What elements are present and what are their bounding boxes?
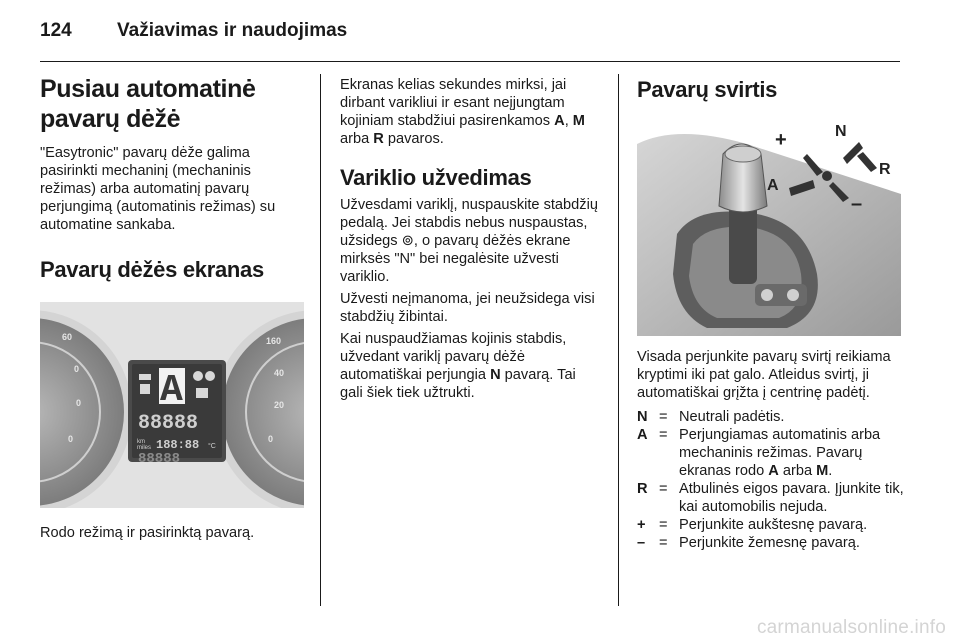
column-3 (637, 62, 905, 552)
lever-position-definitions (637, 408, 905, 552)
lever-label-n: N (835, 123, 847, 140)
trip-digits: 88888 (138, 451, 181, 467)
section-heading: Pusiau automatinė pavarų dėžė (40, 75, 256, 133)
neutral-engage-paragraph: Kai nuspaudžiamas kojinis stabdis, užvedant variklį pavarų dėžė automatiškai perjungia N pavarą. Tai gali šiek tiek užtrukti. (340, 331, 576, 401)
definition-row: N = Neutrali padėtis. (637, 409, 785, 425)
selector-lever-figure (637, 114, 901, 336)
gear-indicator-letter: A (160, 369, 183, 412)
svg-text:0: 0 (68, 434, 74, 444)
brake-warning-icon: ⊚ (401, 233, 414, 249)
subsection-heading-engine-start: Variklio užvedimas (340, 165, 532, 190)
chapter-title: Važiavimas ir naudojimas (117, 20, 348, 41)
watermark: carmanualsonline.info (756, 617, 946, 638)
lever-label-a: A (767, 177, 779, 194)
lever-label-plus: + (775, 129, 787, 151)
svg-text:60: 60 (62, 332, 73, 342)
temperature-unit: °C (208, 443, 216, 450)
definition-row: – = Perjunkite žemesnę pavarą. (637, 535, 860, 551)
display-flash-paragraph: Ekranas kelias sekundes mirksi, jai dirbant varikliui ir esant neįjungtam kojiniam stabdžiui pasirenkamos A, M arba R pavaros. (340, 77, 585, 147)
svg-text:40: 40 (274, 368, 285, 378)
svg-text:0: 0 (268, 434, 274, 444)
figure-caption: Rodo režimą ir pasirinktą pavarą. (40, 525, 255, 541)
definition-row: + = Perjunkite aukštesnę pavarą. (637, 517, 868, 533)
gearbox-display-figure (40, 302, 304, 508)
page-header (40, 18, 900, 62)
gear-lever-illustration (637, 114, 901, 336)
km-label: km (137, 439, 145, 445)
miles-label: miles (137, 445, 152, 451)
brake-lights-paragraph: Užvesti neįmanoma, jei neužsidega visi stabdžių žibintai. (340, 291, 595, 325)
svg-text:0: 0 (76, 398, 82, 408)
lever-label-r: R (879, 161, 891, 178)
lever-label-minus: – (851, 193, 863, 215)
definition-row: R = Atbulinės eigos pavara. Įjunkite tik, kai automobilis nejuda. (637, 481, 904, 515)
column-divider-1 (320, 74, 321, 606)
engine-start-paragraph: Užvesdami variklį, nuspauskite stabdžių pedalą. Jei stabdis nebus nuspaustas, užsidegs ⊚, o pavarų dėžės ekrane mirksės "N" bei negalėsite užvesti variklio. (340, 197, 598, 285)
column-1 (40, 62, 304, 542)
section-heading-selector-lever: Pavarų svirtis (637, 77, 778, 102)
page-number: 124 (40, 20, 72, 41)
lever-intro-paragraph: Visada perjunkite pavarų svirtį reikiama kryptimi iki pat galo. Atleidus svirtį, ji automatiškai grįžta į centrinę padėtį. (637, 349, 891, 401)
column-divider-2 (618, 74, 619, 606)
temperature-digits: 188:88 (156, 438, 200, 452)
svg-text:20: 20 (274, 400, 285, 410)
definition-row: A = Perjungiamas automatinis arba mechaninis režimas. Pavarų ekranas rodo A arba M. (637, 427, 881, 479)
instrument-cluster-illustration (40, 302, 304, 508)
svg-text:0: 0 (74, 364, 80, 374)
subsection-heading-display: Pavarų dėžės ekranas (40, 257, 264, 282)
odometer-digits: 88888 (138, 412, 199, 435)
column-2 (340, 62, 602, 402)
svg-text:160: 160 (266, 336, 282, 346)
intro-paragraph: "Easytronic" pavarų dėže galima pasirinkti mechaninį (mechaninis režimas) arba automatinį pavarų perjungimą (automatinis režimas) su automatine sankaba. (40, 145, 276, 233)
